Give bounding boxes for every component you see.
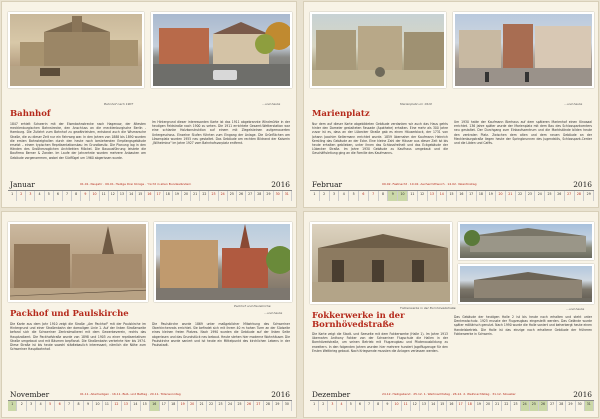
photo-row bbox=[8, 12, 292, 100]
year: 2016 bbox=[271, 390, 290, 399]
page-title: Fokkerwerke in der Bornhövedstraße bbox=[312, 311, 405, 330]
article-text-right: Die Paulskirche wurde 1869 unter maßgeblicher Mitwirkung des Schweriner Oberkirchenrats errichtet. Sie befindet sich mit ihrem 40 m hohen Turm an der Südseite eines kleinen freien Platzes. Nach 1990 wurden die Gebäude auf der linken Seite abgerissen und das Grundstück neu bebaut. Heute stehen hier moderne Wohnhäuser. Die Paulskirche wurde saniert und ist heute ein Mittelpunkt des kirchlichen Lebens in der Paulsstadt. bbox=[152, 322, 290, 348]
month-calendar bbox=[310, 390, 594, 412]
day-row: 1 2 3 4 5 6 7 8 9 10 11 12 13 14 15 16 17 18 19 20 21 22 23 24 25 26 27 28 29 30 31 bbox=[8, 190, 292, 201]
month-calendar bbox=[310, 180, 594, 202]
photo-caption-historic: Bahnhof nach 1907 bbox=[104, 102, 134, 106]
month-name: Dezember bbox=[312, 390, 351, 399]
year: 2016 bbox=[271, 180, 290, 189]
holiday-notes: 24.12. Heiligabend · 25.12. 1. Weihnachtstag · 26.12. 2. Weihnachtstag · 31.12. Silvester bbox=[382, 392, 516, 396]
calendar-page-november bbox=[1, 211, 297, 418]
photo-caption-modern: ...und heute bbox=[262, 102, 281, 106]
month-calendar bbox=[8, 180, 292, 202]
historic-photo bbox=[310, 12, 446, 88]
calendar-page-february bbox=[303, 1, 599, 208]
holiday-notes: 01.11. Allerheiligen · 16.11. Buß- und Bettag · 20.11. Totensonntag bbox=[80, 392, 181, 396]
article-text-left: Die Karte zeigt die Stadt- und Seeseite mit dem Fokkerwerke (Halle 1). Im Jahre 1913 übernahm Anthony Fokker von der Schweriner Flugschule die Hallen in der Bornhövedstraße, um seinen Betrieb mit Flugzeugbau und Pilotenausbildung zu erweitern. In den folgenden Jahren wurden hier mehrere hundert Jagdflugzeuge für den Ersten Weltkrieg gebaut. Nach Kriegsende mussten die Anlagen verlassen werden. bbox=[312, 332, 448, 353]
article-text-right: Das Gebäude der heutigen Halle 2 ist bis heute noch erhalten und steht unter Denkmalschutz. 1925 musste der Flugzeugbau eingestellt werden. Das Gelände wurde später militärisch genutzt. Nach 1990 wurde die Halle saniert und beherbergt heute einen Handelsbetrieb. Die Halle ist das einzige noch erhaltene Gebäude der früheren Fokkerwerke in Schwerin. bbox=[454, 315, 592, 336]
page-title: Packhof und Paulskirche bbox=[10, 309, 129, 319]
modern-photo bbox=[154, 222, 292, 302]
day-row: 1 2 3 4 5 6 7 8 9 10 11 12 13 14 15 16 17 18 19 20 21 22 23 24 25 26 27 28 29 bbox=[310, 190, 594, 201]
article-text-right: Im Hintergrund dieser interessanten Karte ist das 1911 abgebrannte Windmühle in der heutigen Feldstraße nach 1900 zu sehen. Die 1911 errichtete Gesamt-Wetterstation war eine schlanke Holzkonstruktion auf einem mit Ziegelsteinen aufgemauerten Untergeschoss. Einzelne Stufen führten zum Eingang der Anlage. Die Grünflächen am Löwenplatz wurden 1955 neu gestaltet. Das Gebäude am rechten Bildrand der Kaiserin „Wilhelmina" im Jahre 1927 vom Bahnhofsvorplatz entfernt. bbox=[152, 120, 290, 146]
year: 2016 bbox=[573, 180, 592, 189]
article-text-left: 1847 erhielt Schwerin mit der Eisenbahnstrecke nach Hagenow, der ältesten mecklenburgischen Bahnstrecke, den Anschluss an die mecklenburgische Berlin - Hamburg. Die Zufahrt zum Bahnhof zu gewährleisten, entstand auch die Wismarsche Straße, die zu dieser Zeit nur ein Fahrweg war. In den Jahren von 1888 bis 1890 wurden die ersten Bahnsteighallen durch den heute noch bestehenden Empfangsgebäude ersetzt – einem typischen Repräsentationsbau im Grundbesitz. Die Planung lag in den Händen des Großherzoglichen Architekten Möckel. Die Bauausführung leistete die Baufirma Berner & Zander. Im Laufe der Jahrzehnte wurden mehrere Anbauten am Gebäude vorgenommen, wobei der Südflügel um 1960 abgerissen wurde. bbox=[10, 122, 146, 160]
historic-photo bbox=[8, 12, 144, 88]
year: 2016 bbox=[573, 390, 592, 399]
photo-caption-historic: Fokkerwerke in der Bornhövedstraße bbox=[400, 306, 456, 310]
holiday-notes: 01.01. Neujahr · 06.01. Heilige Drei Könige · "nicht in allen Bundesländern bbox=[80, 182, 192, 186]
modern-photo-top bbox=[458, 222, 594, 260]
page-title: Bahnhof bbox=[10, 109, 51, 119]
calendar-page-january bbox=[1, 1, 297, 208]
month-name: Februar bbox=[312, 180, 343, 189]
photo-caption-modern: ...und heute bbox=[566, 307, 585, 311]
photo-row bbox=[8, 222, 292, 310]
photo-caption-modern: ...und heute bbox=[564, 102, 583, 106]
day-row: 1 2 3 4 5 6 7 8 9 10 11 12 13 14 15 16 17 18 19 20 21 22 23 24 25 26 27 28 29 30 31 bbox=[310, 400, 594, 411]
historic-photo bbox=[8, 222, 148, 302]
photo-row bbox=[310, 12, 594, 100]
photo-caption-modern: ...und heute bbox=[264, 311, 283, 315]
day-row: 1 2 3 4 5 6 7 8 9 10 11 12 13 14 15 16 17 18 19 20 21 22 23 24 25 26 27 28 29 30 bbox=[8, 400, 292, 411]
holiday-notes: 09.02. Fastnacht · 10.02. Aschermittwoch · 14.02. Valentinstag bbox=[382, 182, 477, 186]
photo-caption-historic: Marienplatz um 1910 bbox=[400, 102, 432, 106]
month-name: November bbox=[10, 390, 50, 399]
modern-photo bbox=[151, 12, 292, 88]
photo-row bbox=[310, 222, 594, 310]
photo-caption-historic: Packhof und Paulskirche bbox=[234, 304, 271, 308]
month-name: Januar bbox=[10, 180, 35, 189]
article-text-right: Um 1930 hatte der Kaufmann Bierhaus auf dem späteren Marienhof einen Kinosaal errichtet. 136 Jahre später wurde der Marienplatz mit dem Bau des Schlossparkcenters neu gestaltet. Der Durchgang zum Einkaufszentrum und die Marktstände bilden heute den zentralen Platz. Zwischen dem alten und dem neuen Gebäude an der Mecklenburgstraße liegen heute der Springbrunnen des Jugendstils, Schlosspark-Center und die Läden und Cafés. bbox=[454, 120, 592, 146]
month-calendar bbox=[8, 390, 292, 412]
historic-photo bbox=[310, 222, 452, 304]
article-text-left: Nur dem auf dieser Karte abgebildeten Gebäude verdanken wir auch das Haus gehts hinter den Domeier gestalteten Fassade (Apotheke) erhalten. Eine mehr als 300 Jahre zuvor ist es, dass an der Lübecker Straße gab es einen Häuserblock, der 1731 von Johann Joachim Kellermann errichtet wurde. 1859 übernahm der Kaufmann Heinrich Kerstling das Gebäude an der Ecke. Eine kleine Zahl der Häuser aus dieser Zeit ist bis heute erhalten geblieben, unter ihnen das Schlossfreiheit und das Eckgebäude der Lübecker Straße. Im Jahre 1930 Gebäude zu Kaufhaus umgebaut und die Geschäftsleitung ging an die Familie des Kaufmanns. bbox=[312, 122, 448, 156]
modern-photo-bottom bbox=[458, 264, 594, 304]
modern-photo bbox=[453, 12, 594, 88]
page-title: Marienplatz bbox=[312, 109, 370, 119]
article-text-left: Die Karte aus dem Jahr 1910 zeigt die Straße „Am Packhof" mit der Paulskirche im Hintergrund und einer Straßenbahn der damaligen Linie 1. Auf der linken Straßenseite befand sich die Schweriner Zentralmolkerei mit dem Gewerbeverein, rechts das Hauptzollamt. Die Packhofstraße wurde von 1898 und 1905 zu einer repräsentativen Straße umgebaut und mit Bäumen bepflanzt. Die Straßenbahn verkehrte hier bis 1974. Diese Straße ist bis heute sowohl städtebaulich interessant, nämlich die Nähe zum Schweriner Hauptbahnhof. bbox=[10, 322, 146, 352]
calendar-page-december bbox=[303, 211, 599, 418]
